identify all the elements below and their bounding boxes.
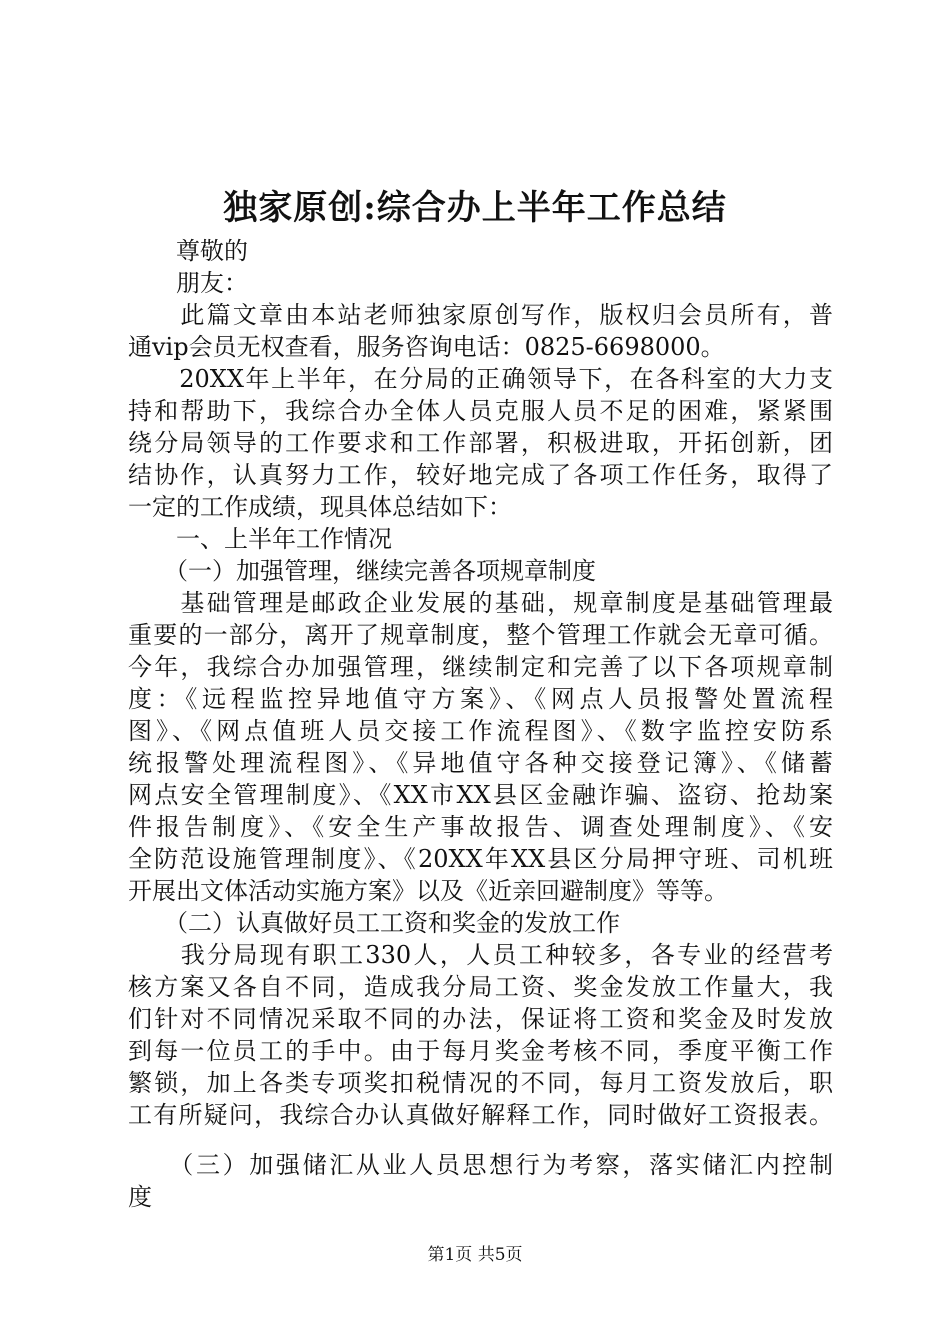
document-title: 独家原创:综合办上半年工作总结 — [223, 188, 727, 228]
body-line: 基础管理是邮政企业发展的基础，规章制度是基础管理最 — [128, 589, 833, 617]
body-line: 重要的一部分，离开了规章制度，整个管理工作就会无章可循。 — [128, 621, 833, 649]
salutation-line-2: 朋友： — [128, 269, 248, 297]
body-line: 统报警处理流程图》、《异地值守各种交接登记簿》、《储蓄 — [128, 749, 833, 777]
body-line: 通vip会员无权查看，服务咨询电话：0825-6698000。 — [128, 333, 725, 361]
body-line: 我分局现有职工330人，人员工种较多，各专业的经营考 — [128, 941, 833, 969]
body-line: 此篇文章由本站老师独家原创写作，版权归会员所有，普 — [128, 301, 833, 329]
subsection-heading-1: （一）加强管理，继续完善各项规章制度 — [128, 557, 596, 585]
body-line: 网点安全管理制度》、《XX市XX县区金融诈骗、盗窃、抢劫案 — [128, 781, 833, 809]
body-line: 一定的工作成绩，现具体总结如下： — [128, 493, 512, 521]
body-line: 件报告制度》、《安全生产事故报告、调查处理制度》、《安 — [128, 813, 833, 841]
body-line: 开展出文体活动实施方案》以及《近亲回避制度》等等。 — [128, 877, 728, 905]
page-indicator: 第1页 共5页 — [427, 1245, 523, 1265]
body-line: 核方案又各自不同，造成我分局工资、奖金发放工作量大，我 — [128, 973, 833, 1001]
body-line: 今年，我综合办加强管理，继续制定和完善了以下各项规章制 — [128, 653, 833, 681]
body-line: 20XX年上半年，在分局的正确领导下，在各科室的大力支 — [128, 365, 833, 393]
body-line: 度 — [128, 1183, 152, 1211]
body-line: 图》、《网点值班人员交接工作流程图》、《数字监控安防系 — [128, 717, 833, 745]
body-line: 全防范设施管理制度》、《20XX年XX县区分局押守班、司机班 — [128, 845, 833, 873]
body-line: 繁锁，加上各类专项奖扣税情况的不同，每月工资发放后，职 — [128, 1069, 833, 1097]
body-line: 到每一位员工的手中。由于每月奖金考核不同，季度平衡工作 — [128, 1037, 833, 1065]
body-line: 持和帮助下，我综合办全体人员克服人员不足的困难，紧紧围 — [128, 397, 833, 425]
body-line: 结协作，认真努力工作，较好地完成了各项工作任务，取得了 — [128, 461, 833, 489]
salutation-line-1: 尊敬的 — [128, 237, 248, 265]
subsection-heading-3: （三）加强储汇从业人员思想行为考察，落实储汇内控制 — [128, 1151, 833, 1179]
subsection-heading-2: （二）认真做好员工工资和奖金的发放工作 — [128, 909, 620, 937]
body-line: 们针对不同情况采取不同的办法，保证将工资和奖金及时发放 — [128, 1005, 833, 1033]
body-line: 绕分局领导的工作要求和工作部署，积极进取，开拓创新，团 — [128, 429, 833, 457]
body-line: 工有所疑问，我综合办认真做好解释工作，同时做好工资报表。 — [128, 1101, 833, 1129]
body-line: 度：《远程监控异地值守方案》、《网点人员报警处置流程 — [128, 685, 833, 713]
section-heading: 一、上半年工作情况 — [128, 525, 392, 553]
